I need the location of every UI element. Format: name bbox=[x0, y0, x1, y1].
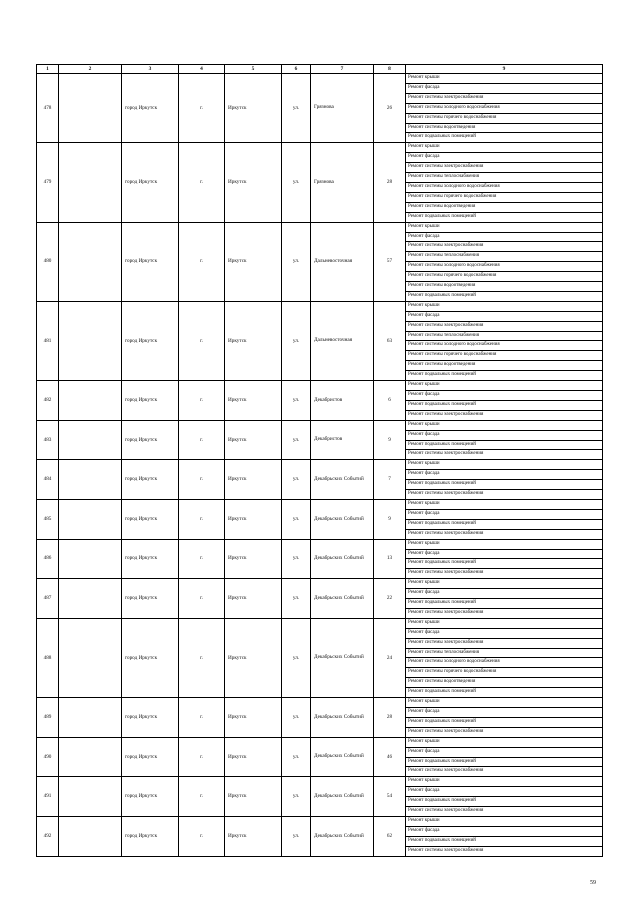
settlement-type-cell: г. bbox=[179, 143, 225, 222]
street-name-cell: Грязнова bbox=[311, 143, 374, 222]
work-type-cell: Ремонт системы горячего водоснабжения bbox=[406, 272, 603, 282]
work-type-cell: Ремонт системы водоотведения bbox=[406, 282, 603, 292]
row-number-cell: 482 bbox=[37, 381, 59, 421]
municipality-cell: город Иркутск bbox=[122, 579, 179, 619]
work-type-cell: Ремонт крыши bbox=[406, 460, 603, 470]
row-number-cell: 484 bbox=[37, 460, 59, 500]
empty-cell bbox=[59, 420, 122, 460]
house-number-cell: 62 bbox=[374, 816, 406, 856]
work-type-cell: Ремонт системы теплоснабжения bbox=[406, 331, 603, 341]
work-type-cell: Ремонт крыши bbox=[406, 816, 603, 826]
work-type-cell: Ремонт крыши bbox=[406, 698, 603, 708]
settlement-type-cell: г. bbox=[179, 816, 225, 856]
street-name-cell: Дальневосточная bbox=[311, 301, 374, 380]
settlement-type-cell: г. bbox=[179, 460, 225, 500]
work-type-cell: Ремонт системы электроснабжения bbox=[406, 163, 603, 173]
settlement-type-cell: г. bbox=[179, 499, 225, 539]
work-type-cell: Ремонт системы электроснабжения bbox=[406, 410, 603, 420]
house-number-cell: 13 bbox=[374, 539, 406, 579]
settlement-type-cell: г. bbox=[179, 698, 225, 738]
street-name-cell: Грязнова bbox=[311, 74, 374, 143]
settlement-type-cell: г. bbox=[179, 539, 225, 579]
settlement-name-cell: Иркутск bbox=[225, 381, 282, 421]
header-cell: 1 bbox=[37, 65, 59, 74]
work-type-cell: Ремонт крыши bbox=[406, 222, 603, 232]
row-number-cell: 479 bbox=[37, 143, 59, 222]
municipality-cell: город Иркутск bbox=[122, 74, 179, 143]
table-row bbox=[37, 381, 603, 391]
work-type-cell: Ремонт крыши bbox=[406, 420, 603, 430]
empty-cell bbox=[59, 816, 122, 856]
house-number-cell: 9 bbox=[374, 420, 406, 460]
house-number-cell: 46 bbox=[374, 737, 406, 777]
street-name-cell: Декабрьских Событий bbox=[311, 499, 374, 539]
street-name-cell: Декабрьских Событий bbox=[311, 460, 374, 500]
empty-cell bbox=[59, 222, 122, 301]
header-cell: 5 bbox=[225, 65, 282, 74]
work-type-cell: Ремонт системы электроснабжения bbox=[406, 727, 603, 737]
work-type-cell: Ремонт системы теплоснабжения bbox=[406, 648, 603, 658]
street-type-cell: ул. bbox=[282, 499, 311, 539]
work-type-cell: Ремонт фасада bbox=[406, 391, 603, 401]
work-type-cell: Ремонт крыши bbox=[406, 737, 603, 747]
work-type-cell: Ремонт крыши bbox=[406, 74, 603, 84]
settlement-name-cell: Иркутск bbox=[225, 499, 282, 539]
street-type-cell: ул. bbox=[282, 777, 311, 817]
house-number-cell: 9 bbox=[374, 499, 406, 539]
municipality-cell: город Иркутск bbox=[122, 381, 179, 421]
work-type-cell: Ремонт системы электроснабжения bbox=[406, 638, 603, 648]
municipality-cell: город Иркутск bbox=[122, 816, 179, 856]
street-name-cell: Декабрьских Событий bbox=[311, 777, 374, 817]
page-number: 59 bbox=[590, 880, 596, 886]
settlement-type-cell: г. bbox=[179, 737, 225, 777]
house-number-cell: 54 bbox=[374, 777, 406, 817]
empty-cell bbox=[59, 74, 122, 143]
work-type-cell: Ремонт фасада bbox=[406, 708, 603, 718]
work-type-cell: Ремонт крыши bbox=[406, 539, 603, 549]
work-type-cell: Ремонт подвальных помещений bbox=[406, 371, 603, 381]
work-type-cell: Ремонт системы электроснабжения bbox=[406, 767, 603, 777]
header-cell: 9 bbox=[406, 65, 603, 74]
table-row bbox=[37, 777, 603, 787]
work-type-cell: Ремонт фасада bbox=[406, 311, 603, 321]
row-number-cell: 483 bbox=[37, 420, 59, 460]
work-type-cell: Ремонт фасада bbox=[406, 747, 603, 757]
row-number-cell: 491 bbox=[37, 777, 59, 817]
row-number-cell: 488 bbox=[37, 618, 59, 697]
house-number-cell: 22 bbox=[374, 579, 406, 619]
work-type-cell: Ремонт фасада bbox=[406, 153, 603, 163]
row-number-cell: 487 bbox=[37, 579, 59, 619]
table-row bbox=[37, 143, 603, 153]
work-type-cell: Ремонт системы горячего водоснабжения bbox=[406, 192, 603, 202]
work-type-cell: Ремонт системы электроснабжения bbox=[406, 321, 603, 331]
work-type-cell: Ремонт системы водоотведения bbox=[406, 123, 603, 133]
municipality-cell: город Иркутск bbox=[122, 460, 179, 500]
municipality-cell: город Иркутск bbox=[122, 737, 179, 777]
street-type-cell: ул. bbox=[282, 381, 311, 421]
work-type-cell: Ремонт подвальных помещений bbox=[406, 559, 603, 569]
empty-cell bbox=[59, 777, 122, 817]
table-row bbox=[37, 618, 603, 628]
work-type-cell: Ремонт системы электроснабжения bbox=[406, 569, 603, 579]
table-row bbox=[37, 499, 603, 509]
table-body bbox=[37, 65, 603, 857]
settlement-type-cell: г. bbox=[179, 381, 225, 421]
work-type-cell: Ремонт крыши bbox=[406, 301, 603, 311]
municipality-cell: город Иркутск bbox=[122, 698, 179, 738]
street-name-cell: Декабрьских Событий bbox=[311, 579, 374, 619]
house-number-cell: 63 bbox=[374, 301, 406, 380]
street-type-cell: ул. bbox=[282, 579, 311, 619]
work-type-cell: Ремонт фасада bbox=[406, 628, 603, 638]
work-type-cell: Ремонт системы холодного водоснабжения bbox=[406, 182, 603, 192]
street-name-cell: Декабристов bbox=[311, 420, 374, 460]
settlement-name-cell: Иркутск bbox=[225, 816, 282, 856]
municipality-cell: город Иркутск bbox=[122, 539, 179, 579]
work-type-cell: Ремонт системы холодного водоснабжения bbox=[406, 658, 603, 668]
table-row bbox=[37, 816, 603, 826]
work-type-cell: Ремонт системы горячего водоснабжения bbox=[406, 668, 603, 678]
municipality-cell: город Иркутск bbox=[122, 222, 179, 301]
municipality-cell: город Иркутск bbox=[122, 143, 179, 222]
work-type-cell: Ремонт системы горячего водоснабжения bbox=[406, 113, 603, 123]
settlement-name-cell: Иркутск bbox=[225, 579, 282, 619]
street-type-cell: ул. bbox=[282, 737, 311, 777]
work-type-cell: Ремонт крыши bbox=[406, 579, 603, 589]
work-type-cell: Ремонт крыши bbox=[406, 499, 603, 509]
work-type-cell: Ремонт системы электроснабжения bbox=[406, 608, 603, 618]
municipality-cell: город Иркутск bbox=[122, 777, 179, 817]
work-type-cell: Ремонт подвальных помещений bbox=[406, 212, 603, 222]
header-row bbox=[37, 65, 603, 74]
municipality-cell: город Иркутск bbox=[122, 618, 179, 697]
table-row bbox=[37, 737, 603, 747]
work-type-cell: Ремонт фасада bbox=[406, 232, 603, 242]
settlement-type-cell: г. bbox=[179, 777, 225, 817]
house-number-cell: 28 bbox=[374, 143, 406, 222]
row-number-cell: 478 bbox=[37, 74, 59, 143]
work-type-cell: Ремонт фасада bbox=[406, 549, 603, 559]
street-name-cell: Декабрьских Событий bbox=[311, 816, 374, 856]
work-type-cell: Ремонт подвальных помещений bbox=[406, 400, 603, 410]
work-type-cell: Ремонт системы водоотведения bbox=[406, 202, 603, 212]
work-type-cell: Ремонт системы электроснабжения bbox=[406, 807, 603, 817]
work-type-cell: Ремонт подвальных помещений bbox=[406, 519, 603, 529]
street-name-cell: Дальневосточная bbox=[311, 222, 374, 301]
street-type-cell: ул. bbox=[282, 698, 311, 738]
empty-cell bbox=[59, 618, 122, 697]
work-type-cell: Ремонт фасада bbox=[406, 589, 603, 599]
empty-cell bbox=[59, 460, 122, 500]
street-type-cell: ул. bbox=[282, 618, 311, 697]
row-number-cell: 492 bbox=[37, 816, 59, 856]
work-type-cell: Ремонт подвальных помещений bbox=[406, 291, 603, 301]
settlement-name-cell: Иркутск bbox=[225, 539, 282, 579]
street-name-cell: Декабрьских Событий bbox=[311, 737, 374, 777]
settlement-name-cell: Иркутск bbox=[225, 420, 282, 460]
street-type-cell: ул. bbox=[282, 301, 311, 380]
street-type-cell: ул. bbox=[282, 143, 311, 222]
work-type-cell: Ремонт подвальных помещений bbox=[406, 797, 603, 807]
work-type-cell: Ремонт системы электроснабжения bbox=[406, 242, 603, 252]
house-number-cell: 6 bbox=[374, 381, 406, 421]
empty-cell bbox=[59, 737, 122, 777]
settlement-name-cell: Иркутск bbox=[225, 74, 282, 143]
street-type-cell: ул. bbox=[282, 539, 311, 579]
settlement-name-cell: Иркутск bbox=[225, 143, 282, 222]
house-number-cell: 7 bbox=[374, 460, 406, 500]
work-type-cell: Ремонт подвальных помещений bbox=[406, 717, 603, 727]
row-number-cell: 485 bbox=[37, 499, 59, 539]
street-type-cell: ул. bbox=[282, 222, 311, 301]
work-type-cell: Ремонт системы теплоснабжения bbox=[406, 173, 603, 183]
work-type-cell: Ремонт подвальных помещений bbox=[406, 480, 603, 490]
table-row bbox=[37, 420, 603, 430]
work-type-cell: Ремонт фасада bbox=[406, 826, 603, 836]
empty-cell bbox=[59, 539, 122, 579]
municipality-cell: город Иркутск bbox=[122, 420, 179, 460]
settlement-type-cell: г. bbox=[179, 618, 225, 697]
row-number-cell: 480 bbox=[37, 222, 59, 301]
work-type-cell: Ремонт системы холодного водоснабжения bbox=[406, 103, 603, 113]
work-type-cell: Ремонт системы водоотведения bbox=[406, 678, 603, 688]
work-type-cell: Ремонт подвальных помещений bbox=[406, 133, 603, 143]
table-row bbox=[37, 74, 603, 84]
work-type-cell: Ремонт фасада bbox=[406, 83, 603, 93]
settlement-type-cell: г. bbox=[179, 420, 225, 460]
settlement-name-cell: Иркутск bbox=[225, 222, 282, 301]
table-row bbox=[37, 222, 603, 232]
work-type-cell: Ремонт крыши bbox=[406, 618, 603, 628]
street-name-cell: Декабрьских Событий bbox=[311, 698, 374, 738]
header-cell: 2 bbox=[59, 65, 122, 74]
street-name-cell: Декабрьских Событий bbox=[311, 618, 374, 697]
settlement-name-cell: Иркутск bbox=[225, 301, 282, 380]
municipality-cell: город Иркутск bbox=[122, 499, 179, 539]
settlement-type-cell: г. bbox=[179, 301, 225, 380]
street-name-cell: Декабрьских Событий bbox=[311, 539, 374, 579]
header-cell: 6 bbox=[282, 65, 311, 74]
settlement-name-cell: Иркутск bbox=[225, 698, 282, 738]
empty-cell bbox=[59, 381, 122, 421]
work-type-cell: Ремонт подвальных помещений bbox=[406, 440, 603, 450]
work-type-cell: Ремонт подвальных помещений bbox=[406, 688, 603, 698]
work-type-cell: Ремонт системы холодного водоснабжения bbox=[406, 341, 603, 351]
row-number-cell: 486 bbox=[37, 539, 59, 579]
settlement-name-cell: Иркутск bbox=[225, 737, 282, 777]
table-row bbox=[37, 539, 603, 549]
work-type-cell: Ремонт системы теплоснабжения bbox=[406, 252, 603, 262]
house-number-cell: 28 bbox=[374, 698, 406, 738]
work-type-cell: Ремонт подвальных помещений bbox=[406, 599, 603, 609]
street-type-cell: ул. bbox=[282, 816, 311, 856]
header-cell: 8 bbox=[374, 65, 406, 74]
work-type-cell: Ремонт фасада bbox=[406, 787, 603, 797]
header-cell: 4 bbox=[179, 65, 225, 74]
street-type-cell: ул. bbox=[282, 460, 311, 500]
empty-cell bbox=[59, 499, 122, 539]
work-type-cell: Ремонт крыши bbox=[406, 381, 603, 391]
work-type-cell: Ремонт фасада bbox=[406, 509, 603, 519]
work-type-cell: Ремонт системы водоотведения bbox=[406, 361, 603, 371]
street-type-cell: ул. bbox=[282, 420, 311, 460]
row-number-cell: 481 bbox=[37, 301, 59, 380]
house-number-cell: 24 bbox=[374, 618, 406, 697]
work-type-cell: Ремонт крыши bbox=[406, 143, 603, 153]
repair-program-table bbox=[36, 64, 603, 857]
work-type-cell: Ремонт подвальных помещений bbox=[406, 836, 603, 846]
work-type-cell: Ремонт системы холодного водоснабжения bbox=[406, 262, 603, 272]
house-number-cell: 57 bbox=[374, 222, 406, 301]
empty-cell bbox=[59, 579, 122, 619]
work-type-cell: Ремонт крыши bbox=[406, 777, 603, 787]
row-number-cell: 490 bbox=[37, 737, 59, 777]
empty-cell bbox=[59, 698, 122, 738]
municipality-cell: город Иркутск bbox=[122, 301, 179, 380]
work-type-cell: Ремонт системы электроснабжения bbox=[406, 529, 603, 539]
empty-cell bbox=[59, 143, 122, 222]
table-row bbox=[37, 301, 603, 311]
table-row bbox=[37, 460, 603, 470]
settlement-type-cell: г. bbox=[179, 74, 225, 143]
settlement-type-cell: г. bbox=[179, 579, 225, 619]
settlement-type-cell: г. bbox=[179, 222, 225, 301]
house-number-cell: 26 bbox=[374, 74, 406, 143]
work-type-cell: Ремонт системы электроснабжения bbox=[406, 450, 603, 460]
street-name-cell: Декабристов bbox=[311, 381, 374, 421]
header-cell: 3 bbox=[122, 65, 179, 74]
work-type-cell: Ремонт фасада bbox=[406, 430, 603, 440]
empty-cell bbox=[59, 301, 122, 380]
work-type-cell: Ремонт системы электроснабжения bbox=[406, 846, 603, 856]
street-type-cell: ул. bbox=[282, 74, 311, 143]
work-type-cell: Ремонт системы горячего водоснабжения bbox=[406, 351, 603, 361]
work-type-cell: Ремонт системы электроснабжения bbox=[406, 490, 603, 500]
work-type-cell: Ремонт подвальных помещений bbox=[406, 757, 603, 767]
table-row bbox=[37, 698, 603, 708]
settlement-name-cell: Иркутск bbox=[225, 777, 282, 817]
settlement-name-cell: Иркутск bbox=[225, 460, 282, 500]
settlement-name-cell: Иркутск bbox=[225, 618, 282, 697]
work-type-cell: Ремонт системы электроснабжения bbox=[406, 93, 603, 103]
row-number-cell: 489 bbox=[37, 698, 59, 738]
header-cell: 7 bbox=[311, 65, 374, 74]
work-type-cell: Ремонт фасада bbox=[406, 470, 603, 480]
table-row bbox=[37, 579, 603, 589]
